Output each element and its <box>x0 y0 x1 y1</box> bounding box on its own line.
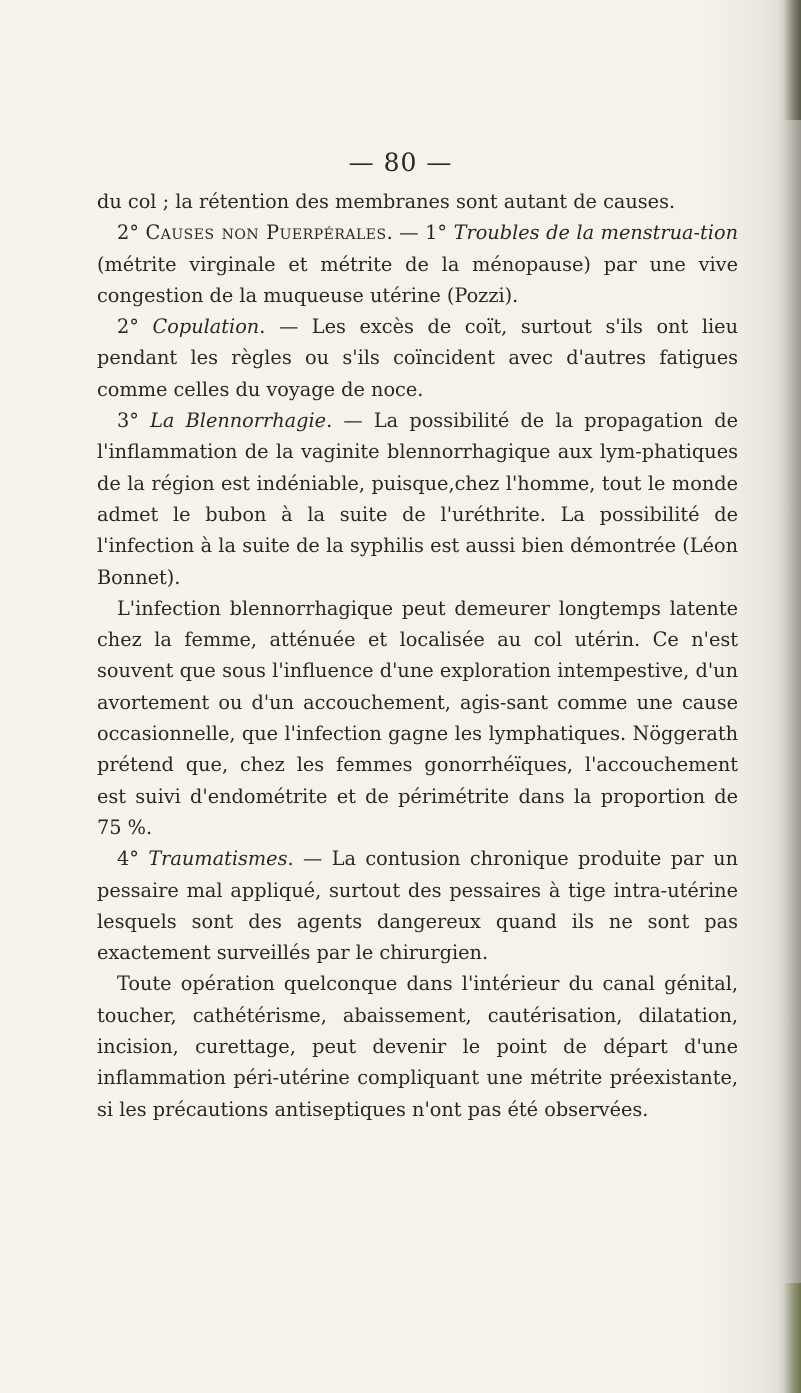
body-text <box>97 186 738 1125</box>
paragraph <box>97 311 738 405</box>
section-heading: Causes non Puerpérales <box>145 221 387 245</box>
section-number: 4° <box>117 847 149 871</box>
paragraph <box>97 217 738 311</box>
paragraph-text: du col ; la rétention des membranes sont autant de causes. <box>97 190 676 213</box>
page-edge-stain-bottom <box>783 1283 801 1393</box>
paragraph-text: . — La possibilité de la propagation de l'inflammation de la vaginite blennorrhagique aux lym-phatiques de la région est indéniable, puisque,chez l'homme, tout le monde admet le bubon à la suite de l'uréthrite. La possibilité de l'infection à la suite de la syphilis est aussi bien démontrée (Léon Bonnet). <box>97 409 738 589</box>
subsection-title: Traumatismes <box>148 847 288 871</box>
subsection-title: Copulation <box>152 315 260 339</box>
paragraph-text: . — Les excès de coït, surtout s'ils ont lieu pendant les règles ou s'ils coïncident avec d'autres fatigues comme celles du voyage de noce. <box>97 315 738 401</box>
paragraph-text: (métrite virginale et métrite de la ménopause) par une vive congestion de la muqueuse utérine (Pozzi). <box>97 252 738 307</box>
paragraph <box>97 186 738 217</box>
section-number: 3° <box>117 409 151 433</box>
subsection-title: Troubles de la menstrua-tion <box>453 221 738 245</box>
page-edge-shadow <box>777 0 801 1393</box>
paragraph-text: . — 1° <box>386 221 454 245</box>
paragraph-text: Toute opération quelconque dans l'intérieur du canal génital, toucher, cathétérisme, abaissement, cautérisation, dilatation, incision, curettage, peut devenir le point de départ d'une inflammation péri-utérine compliquant une métrite préexistante, si les précautions antiseptiques n'ont pas été observées. <box>97 972 738 1121</box>
section-number: 2° <box>117 221 146 245</box>
paragraph <box>97 593 738 843</box>
page-edge-stain-top <box>783 0 801 120</box>
paragraph <box>97 968 738 1124</box>
paragraph-text: L'infection blennorrhagique peut demeurer longtemps latente chez la femme, atténuée et localisée au col utérin. Ce n'est souvent que sous l'influence d'une exploration intempestive, d'un avortement ou d'un accouchement, agis-sant comme une cause occasionnelle, que l'infection gagne les lymphatiques. Nöggerath prétend que, chez les femmes gonorrhéïques, l'accouchement est suivi d'endométrite et de périmétrite dans la proportion de 75 %. <box>97 596 738 839</box>
paragraph-text: . — La contusion chronique produite par un pessaire mal appliqué, surtout des pessaires à tige intra-utérine lesquels sont des agents dangereux quand ils ne sont pas exactement surveillés par le chirurgien. <box>97 847 738 965</box>
section-number: 2° <box>117 315 153 339</box>
subsection-title: La Blennorrhagie <box>150 409 327 433</box>
paragraph <box>97 843 738 968</box>
page-number-header: — 80 — <box>348 148 453 177</box>
paragraph <box>97 405 738 593</box>
